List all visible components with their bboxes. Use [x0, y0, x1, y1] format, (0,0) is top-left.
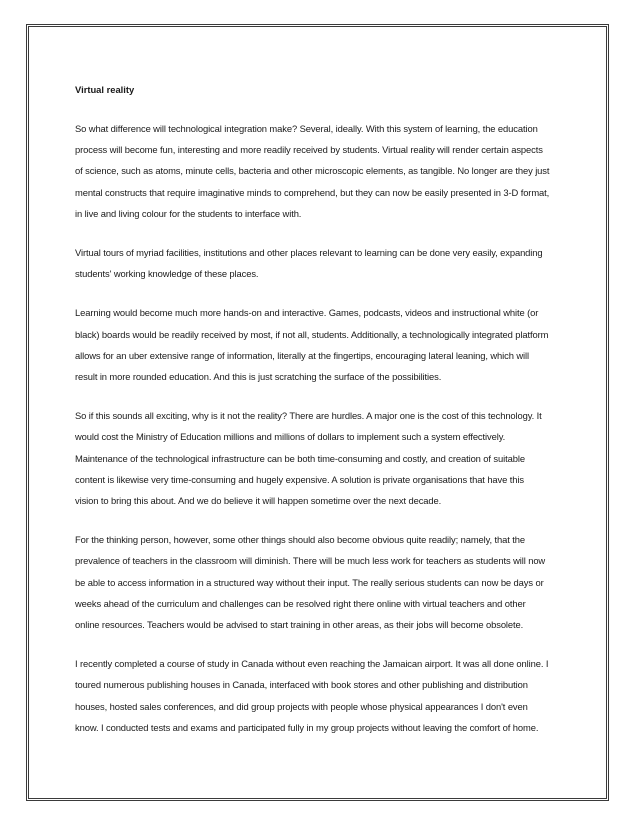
document-title: Virtual reality [75, 84, 135, 95]
text-line: For the thinking person, however, some other things should also become obvious quite readily; namely, that the [75, 534, 526, 546]
text-line: vision to bring this about. And we do believe it will happen sometime over the next decade. [75, 495, 442, 507]
text-line: students' working knowledge of these places. [75, 268, 259, 280]
text-line: black) boards would be readily received by most, if not all, students. Additionally, a technologically integrated platform [75, 328, 549, 340]
text-line: houses, hosted sales conferences, and did group projects with people whose physical appearances I don't even [75, 700, 528, 712]
text-line: toured numerous publishing houses in Canada, interfaced with book stores and other publishing and distribution [75, 679, 528, 691]
text-line: in live and living colour for the students to interface with. [75, 207, 302, 219]
text-line: process will become fun, interesting and more readily received by students. Virtual reality will render certain aspects [75, 144, 543, 156]
text-line: prevalence of teachers in the classroom will diminish. There will be much less work for teachers as students will now [75, 555, 546, 567]
paragraph-5 [75, 529, 570, 635]
text-line: So if this sounds all exciting, why is it not the reality? There are hurdles. A major one is the cost of this technology. It [75, 410, 542, 422]
paragraph-4 [75, 405, 570, 511]
text-line: So what difference will technological integration make? Several, ideally. With this system of learning, the education [75, 123, 538, 134]
paragraph-1 [75, 118, 570, 224]
text-line: result in more rounded education. And this is just scratching the surface of the possibilities. [75, 371, 442, 383]
text-line: mental constructs that require imaginative minds to comprehend, but they can now be easily presented in 3-D format, [75, 186, 550, 198]
text-line: online resources. Teachers would be advised to start training in other areas, as their jobs will become obsolete. [75, 619, 524, 631]
text-line: Maintenance of the technological infrastructure can be both time-consuming and costly, and creation of suitable [75, 452, 525, 464]
text-line: know. I conducted tests and exams and participated fully in my group projects without leaving the comfort of home. [75, 721, 539, 733]
text-line: content is likewise very time-consuming and hugely expensive. A solution is private organisations that have this [75, 473, 524, 485]
document-body [75, 80, 570, 756]
paragraph-3 [75, 302, 570, 387]
text-line: weeks ahead of the curriculum and challenges can be resolved right there online with virtual teachers and other [75, 597, 526, 609]
paragraph-6 [75, 653, 570, 738]
text-line: I recently completed a course of study in Canada without even reaching the Jamaican airport. It was all done online. I [75, 658, 549, 670]
text-line: Virtual tours of myriad facilities, institutions and other places relevant to learning can be done very easily, expanding [75, 247, 543, 259]
text-line: would cost the Ministry of Education millions and millions of dollars to implement such a system effectively. [75, 431, 506, 443]
text-line: of science, such as atoms, minute cells, bacteria and other microscopic elements, as tangible. No longer are they just [75, 165, 550, 177]
text-line: be able to access information in a structured way without their input. The really serious students can now be days or [75, 576, 544, 588]
text-line: allows for an uber extensive range of information, literally at the fingertips, encouraging lateral leaning, which will [75, 349, 529, 361]
paragraph-2 [75, 242, 570, 284]
text-line: Learning would become much more hands-on and interactive. Games, podcasts, videos and instructional white (or [75, 307, 539, 319]
